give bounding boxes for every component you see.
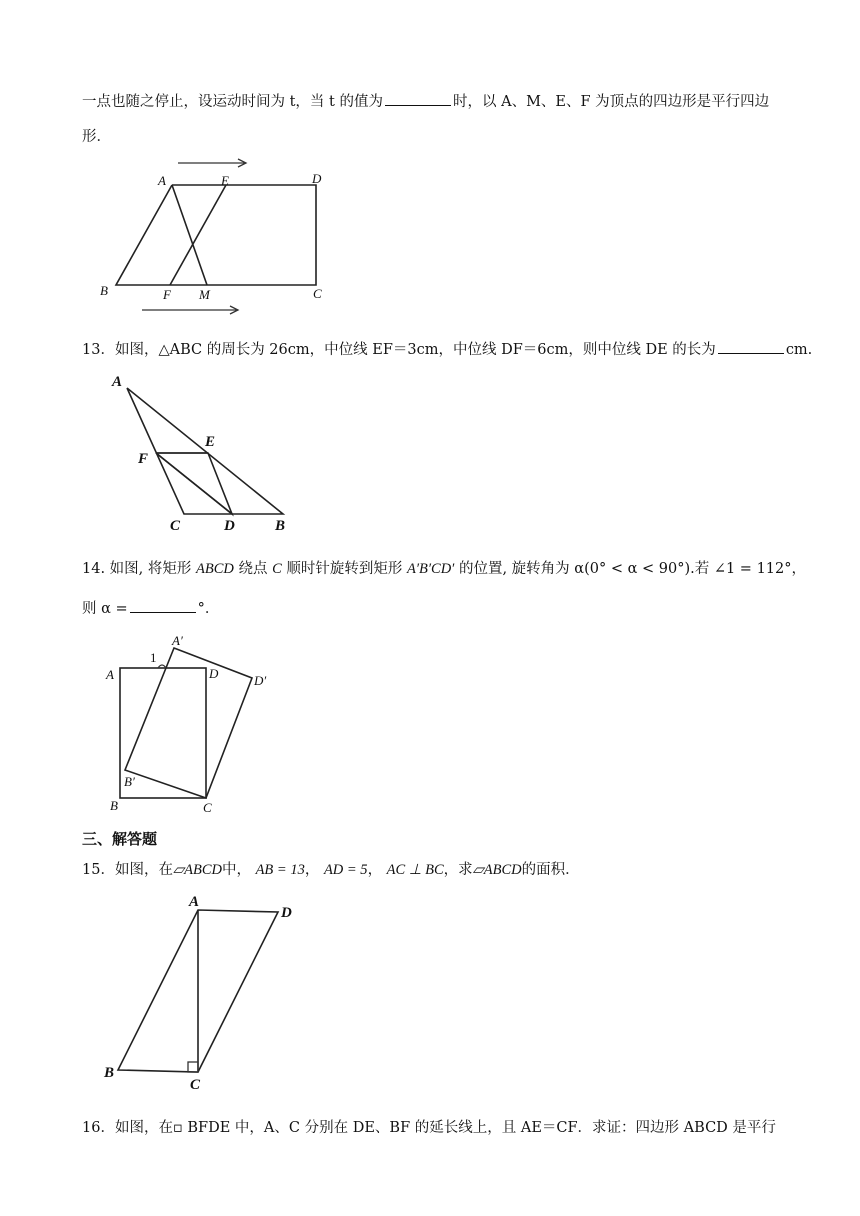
q14-pointC: C: [272, 561, 282, 577]
right-angle-mark: [188, 1062, 198, 1072]
label-C: C: [170, 518, 181, 534]
label-F: F: [138, 451, 149, 467]
label-B: B: [100, 283, 108, 298]
segment-am: [172, 185, 207, 285]
q13-answer-blank: [718, 339, 784, 354]
q13-text: [82, 338, 812, 359]
triangle-abc: [127, 388, 283, 514]
label-D: D: [281, 905, 292, 921]
q15-text-d: 的面积．: [521, 862, 580, 878]
label-A: A: [189, 894, 200, 910]
label-D: D: [312, 171, 322, 186]
q14-text-line2: [82, 597, 219, 618]
label-B: B: [104, 1065, 115, 1081]
q15-figure: [100, 890, 310, 1095]
q13-text-a: 13．如图，△ABC 的周长为 26cm，中位线 EF＝3cm，中位线 DF＝6cm，则中位线 DE 的长为: [82, 342, 716, 358]
label-D': D′: [254, 673, 267, 688]
label-D: D: [209, 666, 219, 681]
q14-range: (0° < α < 90°): [584, 561, 691, 577]
label-C: C: [203, 800, 212, 815]
q15-ab: AB = 13: [255, 862, 305, 878]
q14-text-d: 的位置, 旋转角为 α: [458, 561, 585, 577]
q12-text-line1: [82, 90, 769, 111]
q14-text-b: 绕点: [238, 561, 268, 577]
section-heading: 三、解答题: [82, 830, 158, 848]
segment-ef: [170, 185, 226, 285]
q13-text-b: cm.: [785, 342, 813, 358]
q15-text-c: ，求: [443, 862, 473, 878]
label-B: B: [110, 798, 118, 813]
rect-a'b'cd': [125, 648, 252, 798]
q14-text-f: 则 α =: [82, 601, 128, 617]
q15-ad: AD = 5: [323, 862, 368, 878]
label-B': B′: [124, 774, 135, 789]
label-F: F: [163, 287, 171, 302]
q15-text: [82, 858, 580, 879]
label-E: E: [205, 434, 216, 450]
q15-sep1: ，: [304, 862, 320, 878]
q15-para2: ▱ABCD: [472, 862, 522, 878]
q14-rect1: ABCD: [196, 561, 234, 577]
q14-text-g: °．: [197, 601, 220, 617]
q15-sep2: ，: [367, 862, 383, 878]
q15-text-b: 中，: [221, 862, 251, 878]
q12-text-a: 一点也随之停止，设运动时间为 t，当 t 的值为: [82, 94, 383, 110]
label-A: A: [158, 173, 166, 188]
label-C: C: [190, 1077, 201, 1093]
q15-para: ▱ABCD: [172, 862, 222, 878]
label-A: A: [112, 374, 123, 390]
q14-text-a: 14. 如图, 将矩形: [82, 561, 192, 577]
q14-text-c: 顺时针旋转到矩形: [286, 561, 403, 577]
label-E: E: [221, 173, 229, 188]
q14-figure: [105, 630, 285, 815]
q16-text: 16．如图，在▫ BFDE 中，A、C 分别在 DE、BF 的延长线上，且 AE＝CF．求证：四边形 ABCD 是平行: [82, 1120, 776, 1136]
q12-text-line2: 形．: [82, 129, 111, 145]
q14-text-e: .若 ∠1 = 112°，: [690, 561, 806, 577]
label-1: 1: [150, 650, 157, 665]
q13-figure: [105, 368, 305, 538]
q15-text-a: 15．如图，在: [82, 862, 173, 878]
q14-rect2: A′B′CD′: [406, 561, 455, 577]
label-B: B: [275, 518, 286, 534]
label-A': A′: [172, 633, 183, 648]
q14-text-line1: [82, 557, 806, 578]
q12-figure: [95, 155, 355, 325]
label-C: C: [313, 286, 322, 301]
outer-shape: [116, 185, 316, 285]
q12-text-b: 时，以 A、M、E、F 为顶点的四边形是平行四边: [452, 94, 770, 110]
q15-perp: AC ⊥ BC: [386, 862, 444, 878]
q14-answer-blank: [130, 598, 196, 613]
label-M: M: [199, 287, 210, 302]
label-A: A: [106, 667, 114, 682]
label-D: D: [224, 518, 235, 534]
q12-answer-blank: [385, 91, 451, 106]
